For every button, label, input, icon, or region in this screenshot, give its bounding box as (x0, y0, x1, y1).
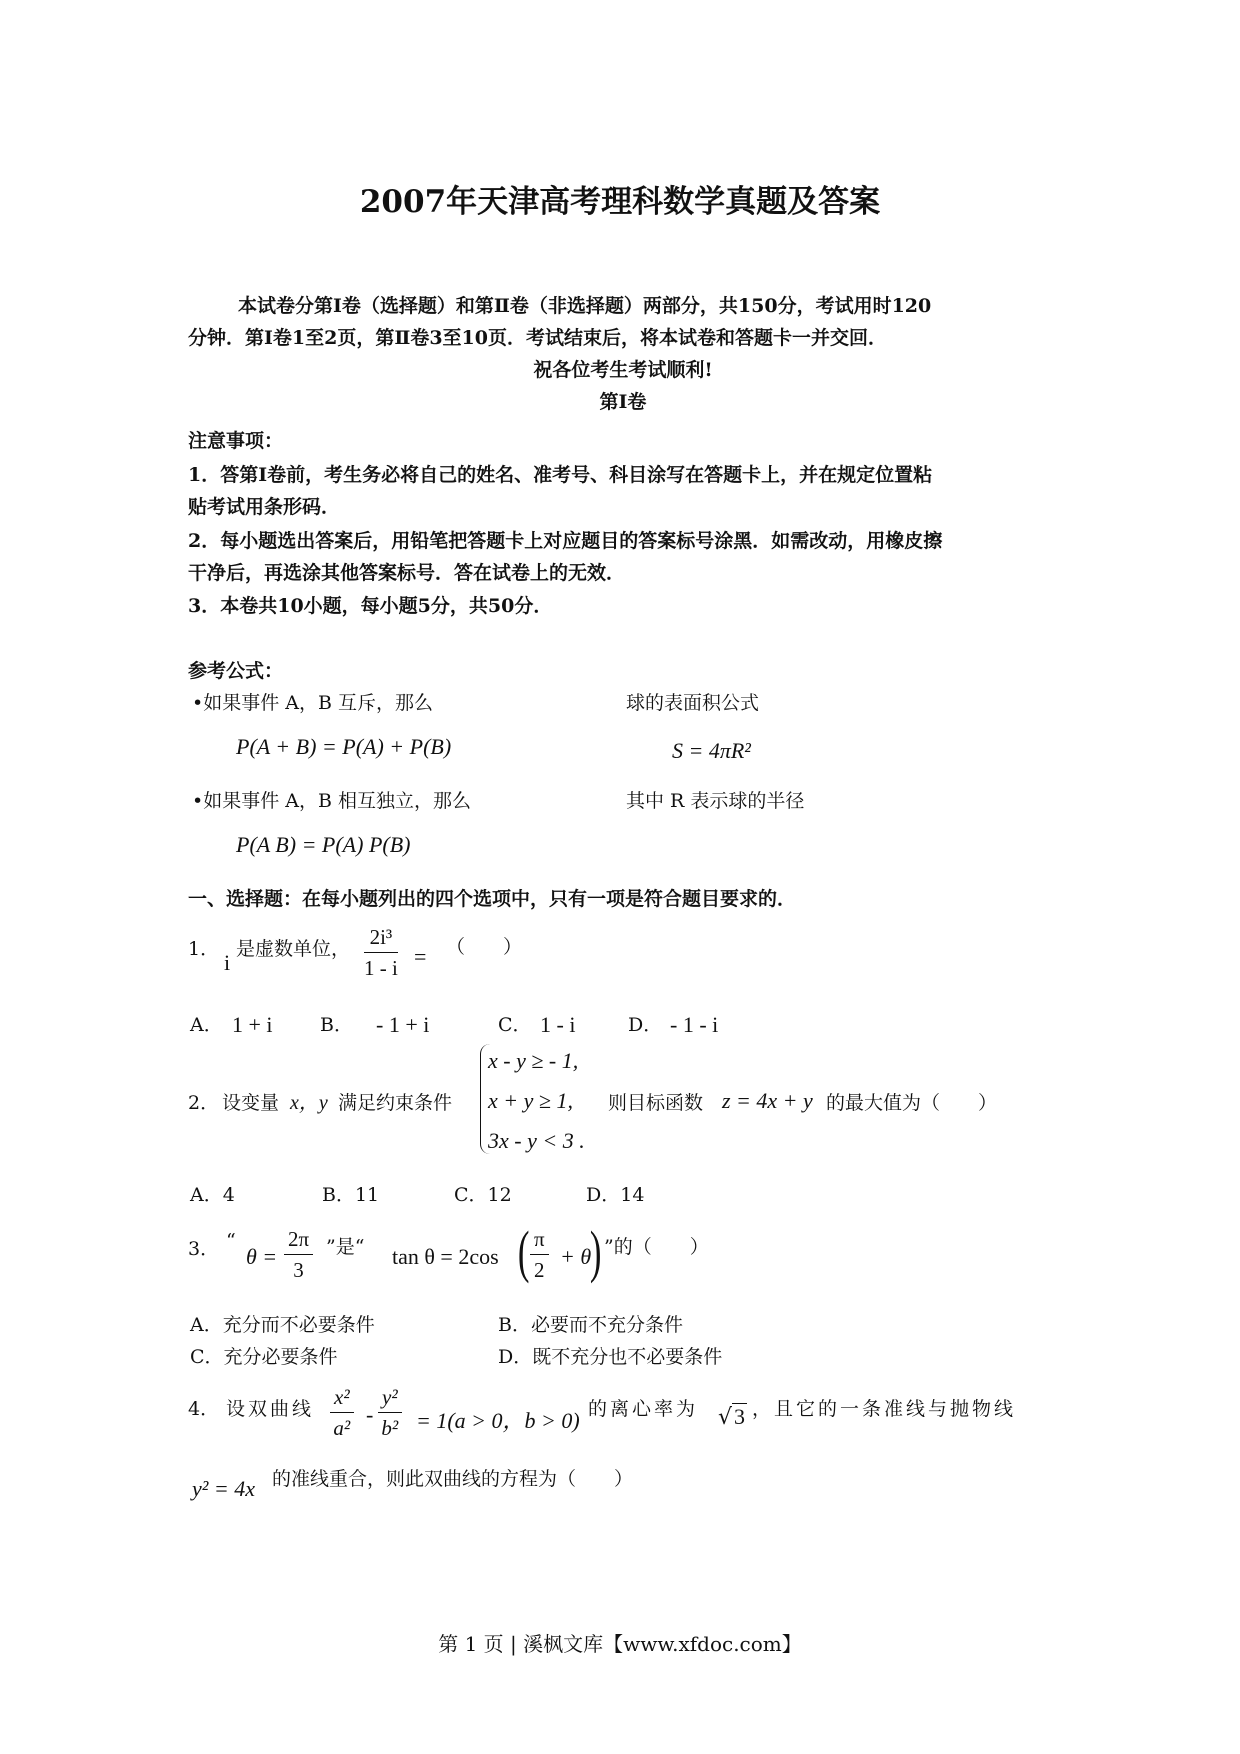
q2-text-a: 设变量 (222, 1092, 280, 1114)
q3-option-c: C．充分必要条件 (190, 1346, 338, 1368)
q2-text-b: 满足约束条件 (338, 1092, 453, 1114)
q2-option-d: D．14 (586, 1184, 645, 1206)
q2-constraint-1: x - y ≥ - 1, (488, 1048, 579, 1073)
q1-option-a-label: A． (190, 1014, 223, 1036)
intro-line-1: 本试卷分第Ⅰ卷（选择题）和第Ⅱ卷（非选择题）两部分，共150分，考试用时120 (238, 295, 932, 317)
formula-right-2-text: 其中 R 表示球的半径 (626, 790, 805, 812)
q4-number: 4． (188, 1398, 220, 1420)
intro-line-2: 分钟．第Ⅰ卷1至2页，第Ⅱ卷3至10页．考试结束后，将本试卷和答题卡一并交回． (188, 327, 888, 349)
q3-option-a: A．充分而不必要条件 (190, 1314, 375, 1336)
formula-right-1-text: 球的表面积公式 (626, 692, 760, 714)
q4-fraction-x (330, 1384, 354, 1441)
q1-option-c: 1 - i (540, 1012, 576, 1037)
q3-inner-tail: + θ (560, 1244, 592, 1269)
q3-lhs-fraction (284, 1226, 313, 1283)
notice-item-1a: 1．答第Ⅰ卷前，考生务必将自己的姓名、准考号、科目涂写在答题卡上，并在规定位置粘 (188, 464, 933, 486)
notice-item-2b: 干净后，再选涂其他答案标号．答在试卷上的无效． (188, 562, 626, 584)
q1-option-d-label: D． (628, 1014, 663, 1036)
q3-tail: ”的（ ） (604, 1236, 709, 1258)
intro-wish: 祝各位考生考试顺利! (533, 359, 713, 381)
q3-inner-num: π (530, 1226, 549, 1255)
q2-constraint-3: 3x - y < 3 . (488, 1128, 585, 1153)
q3-right-paren: ) (589, 1219, 602, 1284)
section-1-heading: 一、选择题：在每小题列出的四个选项中，只有一项是符合题目要求的． (188, 888, 797, 910)
q1-option-b-label: B． (320, 1014, 353, 1036)
q4-fraction-y (378, 1384, 402, 1441)
notice-item-3: 3．本卷共10小题，每小题5分，共50分． (188, 595, 553, 617)
q2-option-c: C．12 (454, 1184, 512, 1206)
q3-lhs: θ = (246, 1244, 278, 1269)
q2-text-d: 的最大值为（ ） (826, 1092, 998, 1114)
q1-equals: = (414, 944, 427, 969)
formula-sphere-area: S = 4πR² (672, 738, 751, 763)
q3-option-d: D．既不充分也不必要条件 (498, 1346, 723, 1368)
section-heading: 第Ⅰ卷 (599, 391, 647, 413)
q2-vars: x，y (290, 1092, 328, 1114)
q3-number: 3． (188, 1238, 220, 1260)
q4-sqrt-value: 3 (734, 1404, 746, 1429)
intro-block (188, 290, 1058, 418)
q1-fraction (364, 924, 398, 981)
q1-frac-num: 2i³ (364, 924, 398, 953)
q2-text-c: 则目标函数 (608, 1092, 704, 1114)
notice-item-2a: 2．每小题选出答案后，用铅笔把答题卡上对应题目的答案标号涂黑．如需改动，用橡皮擦 (188, 530, 943, 552)
page-footer: 第 1 页 | 溪枫文库【www.xfdoc.com】 (438, 1632, 802, 1656)
notice-heading: 注意事项： (188, 430, 284, 452)
q2-option-a: A．4 (190, 1184, 235, 1206)
q3-quote-open: “ (226, 1230, 236, 1252)
formula-independent: P(A B) = P(A) P(B) (236, 832, 411, 857)
q3-left-paren: ( (517, 1219, 530, 1284)
q1-option-b: - 1 + i (376, 1012, 430, 1037)
page-title: 2007年天津高考理科数学真题及答案 (359, 184, 881, 220)
q1-option-a: 1 + i (232, 1012, 273, 1037)
q4-f1-den: a² (333, 1416, 351, 1440)
q1-imag-unit: i (224, 950, 231, 975)
q1-blank: （ ） (446, 936, 523, 958)
q2-number: 2． (188, 1092, 220, 1114)
q4-parabola: y² = 4x (192, 1476, 255, 1501)
q3-frac-num: 2π (284, 1226, 313, 1255)
q4-sqrt: √3 (718, 1404, 746, 1430)
q3-option-b: B．必要而不充分条件 (498, 1314, 683, 1336)
q1-frac-den: 1 - i (364, 956, 398, 980)
q2-objective: z = 4x + y (722, 1088, 813, 1113)
q3-inner-fraction (530, 1226, 549, 1283)
formula-left-2-text: •如果事件 A，B 相互独立，那么 (192, 790, 471, 812)
q4-text-b: 的离心率为 (588, 1398, 699, 1420)
q2-constraint-2: x + y ≥ 1, (488, 1088, 573, 1113)
q4-f2-num: y² (378, 1384, 402, 1413)
formulas-heading: 参考公式： (188, 660, 284, 682)
q4-equation-tail: = 1(a > 0，b > 0) (416, 1408, 580, 1433)
formula-mutually-exclusive: P(A + B) = P(A) + P(B) (236, 734, 452, 759)
q3-inner-den: 2 (534, 1258, 545, 1282)
q4-text-d: 的准线重合，则此双曲线的方程为（ ） (272, 1468, 634, 1490)
q1-option-c-label: C． (498, 1014, 532, 1036)
q1-text: 是虚数单位， (236, 938, 351, 960)
q3-mid: ”是“ (326, 1236, 365, 1258)
q4-text-a: 设双曲线 (226, 1398, 315, 1420)
q4-text-c: ，且它的一条准线与抛物线 (752, 1398, 1017, 1420)
formula-left-1-text: •如果事件 A，B 互斥，那么 (192, 692, 433, 714)
q4-f2-den: b² (381, 1416, 399, 1440)
q3-frac-den: 3 (293, 1258, 304, 1282)
q4-minus: - (366, 1402, 374, 1427)
q1-option-d: - 1 - i (670, 1012, 719, 1037)
q2-option-b: B．11 (322, 1184, 380, 1206)
q3-rhs: tan θ = 2cos (392, 1244, 499, 1269)
q1-number: 1． (188, 938, 220, 960)
q4-f1-num: x² (330, 1384, 354, 1413)
notice-item-1b: 贴考试用条形码． (188, 496, 341, 518)
